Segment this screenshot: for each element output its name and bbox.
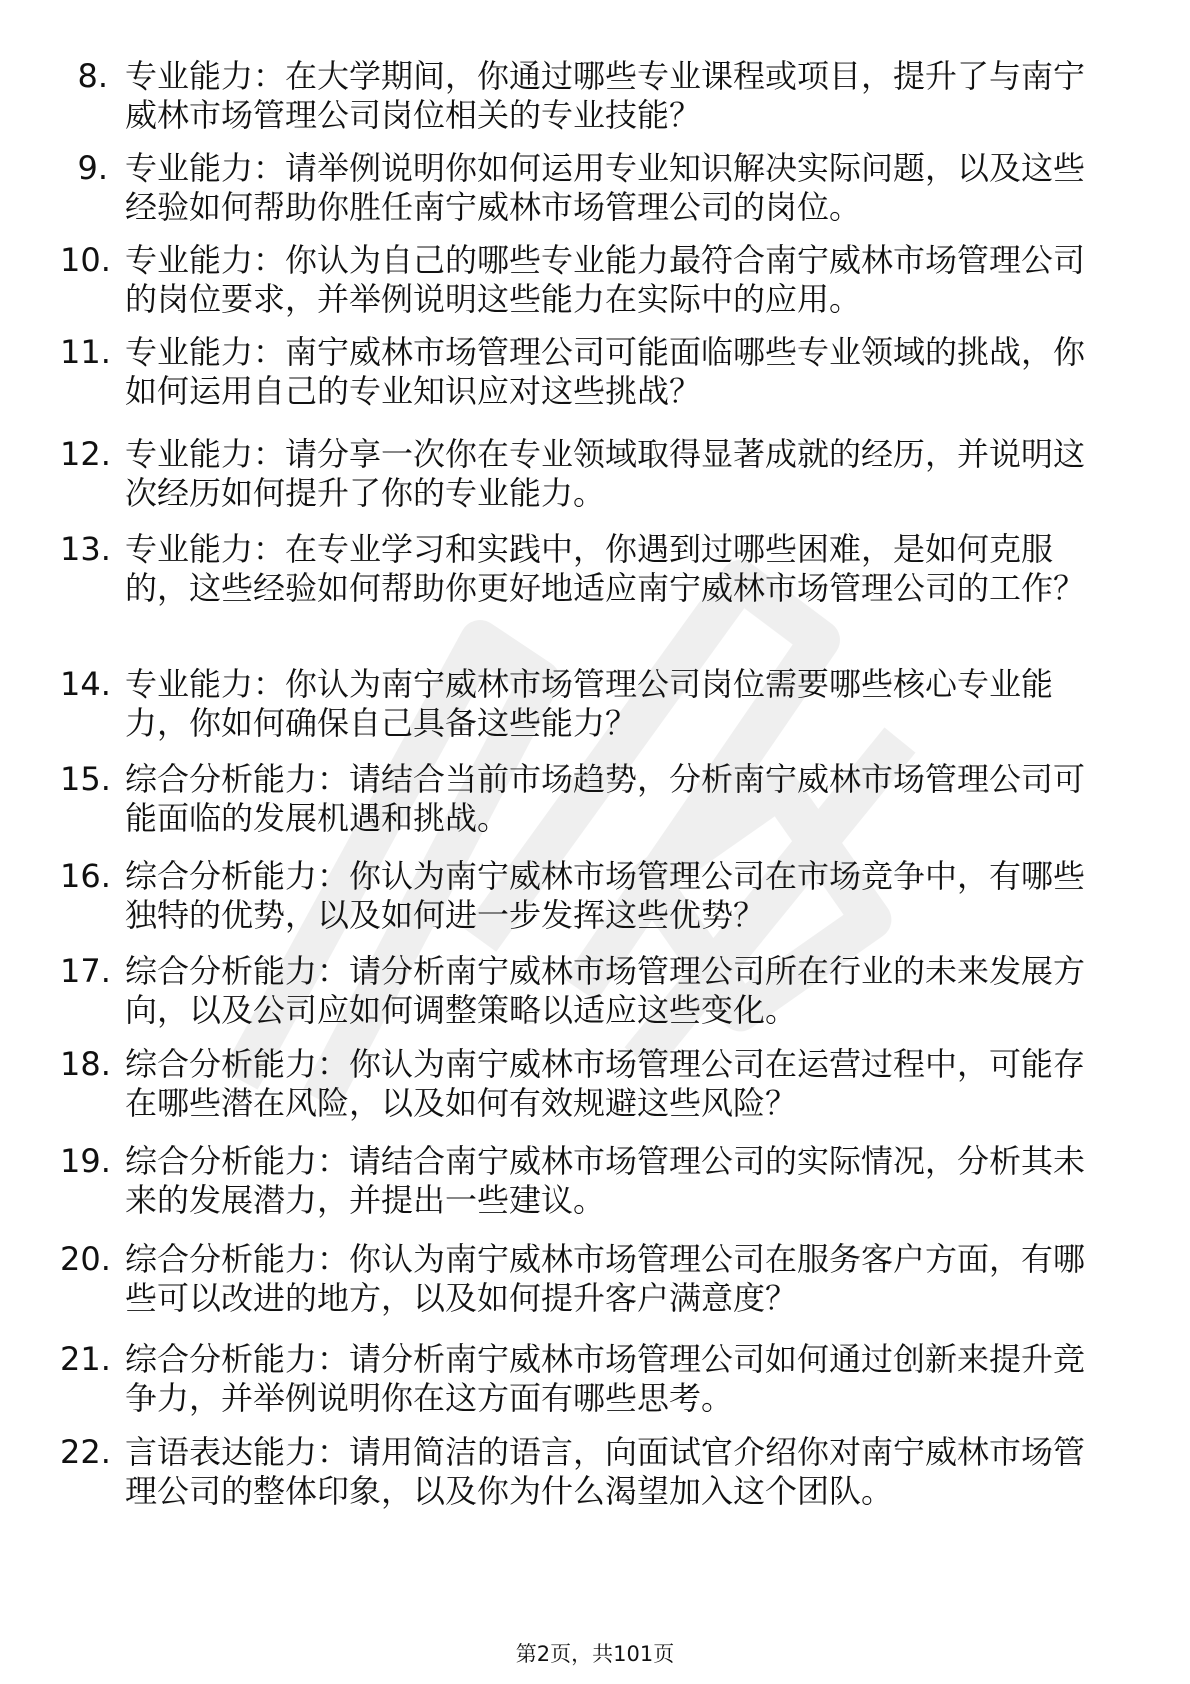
item-number: 18. bbox=[60, 1045, 111, 1083]
item-text: 综合分析能力：请结合南宁威林市场管理公司的实际情况，分析其未来的发展潜力，并提出一些建议。 bbox=[125, 1142, 1086, 1219]
item-text: 专业能力：你认为自己的哪些专业能力最符合南宁威林市场管理公司的岗位要求，并举例说明这些能力在实际中的应用。 bbox=[125, 241, 1086, 318]
page-number-footer: 第2页，共101页 bbox=[515, 1642, 675, 1666]
item-number: 11. bbox=[60, 333, 111, 371]
item-number: 10. bbox=[60, 241, 111, 279]
item-text: 综合分析能力：你认为南宁威林市场管理公司在运营过程中，可能存在哪些潜在风险，以及如何有效规避这些风险？ bbox=[125, 1045, 1086, 1122]
item-number: 19. bbox=[60, 1142, 111, 1180]
item-text: 综合分析能力：你认为南宁威林市场管理公司在市场竞争中，有哪些独特的优势，以及如何进一步发挥这些优势？ bbox=[125, 857, 1086, 934]
item-text: 综合分析能力：请分析南宁威林市场管理公司所在行业的未来发展方向，以及公司应如何调整策略以适应这些变化。 bbox=[125, 952, 1086, 1029]
item-text: 综合分析能力：你认为南宁威林市场管理公司在服务客户方面，有哪些可以改进的地方，以及如何提升客户满意度？ bbox=[125, 1240, 1086, 1317]
item-number: 21. bbox=[60, 1340, 111, 1378]
item-number: 16. bbox=[60, 857, 111, 895]
item-text: 综合分析能力：请结合当前市场趋势，分析南宁威林市场管理公司可能面临的发展机遇和挑战。 bbox=[125, 760, 1086, 837]
item-text: 专业能力：请分享一次你在专业领域取得显著成就的经历，并说明这次经历如何提升了你的专业能力。 bbox=[125, 435, 1086, 512]
item-number: 9. bbox=[77, 149, 108, 187]
item-text: 言语表达能力：请用简洁的语言，向面试官介绍你对南宁威林市场管理公司的整体印象，以及你为什么渴望加入这个团队。 bbox=[125, 1433, 1086, 1510]
item-number: 22. bbox=[60, 1433, 111, 1471]
item-text: 专业能力：南宁威林市场管理公司可能面临哪些专业领域的挑战，你如何运用自己的专业知识应对这些挑战？ bbox=[125, 333, 1086, 410]
item-text: 专业能力：请举例说明你如何运用专业知识解决实际问题，以及这些经验如何帮助你胜任南宁威林市场管理公司的岗位。 bbox=[125, 149, 1086, 226]
item-number: 14. bbox=[60, 665, 111, 703]
item-number: 12. bbox=[60, 435, 111, 473]
item-text: 专业能力：你认为南宁威林市场管理公司岗位需要哪些核心专业能力，你如何确保自己具备这些能力？ bbox=[125, 665, 1054, 742]
item-number: 17. bbox=[60, 952, 111, 990]
item-text: 综合分析能力：请分析南宁威林市场管理公司如何通过创新来提升竞争力，并举例说明你在这方面有哪些思考。 bbox=[125, 1340, 1086, 1417]
item-text: 专业能力：在大学期间，你通过哪些专业课程或项目，提升了与南宁威林市场管理公司岗位相关的专业技能？ bbox=[125, 57, 1086, 134]
item-number: 15. bbox=[60, 760, 111, 798]
item-text: 专业能力：在专业学习和实践中，你遇到过哪些困难，是如何克服的，这些经验如何帮助你更好地适应南宁威林市场管理公司的工作？ bbox=[125, 530, 1086, 607]
item-number: 8. bbox=[77, 57, 108, 95]
item-number: 20. bbox=[60, 1240, 111, 1278]
item-number: 13. bbox=[60, 530, 111, 568]
